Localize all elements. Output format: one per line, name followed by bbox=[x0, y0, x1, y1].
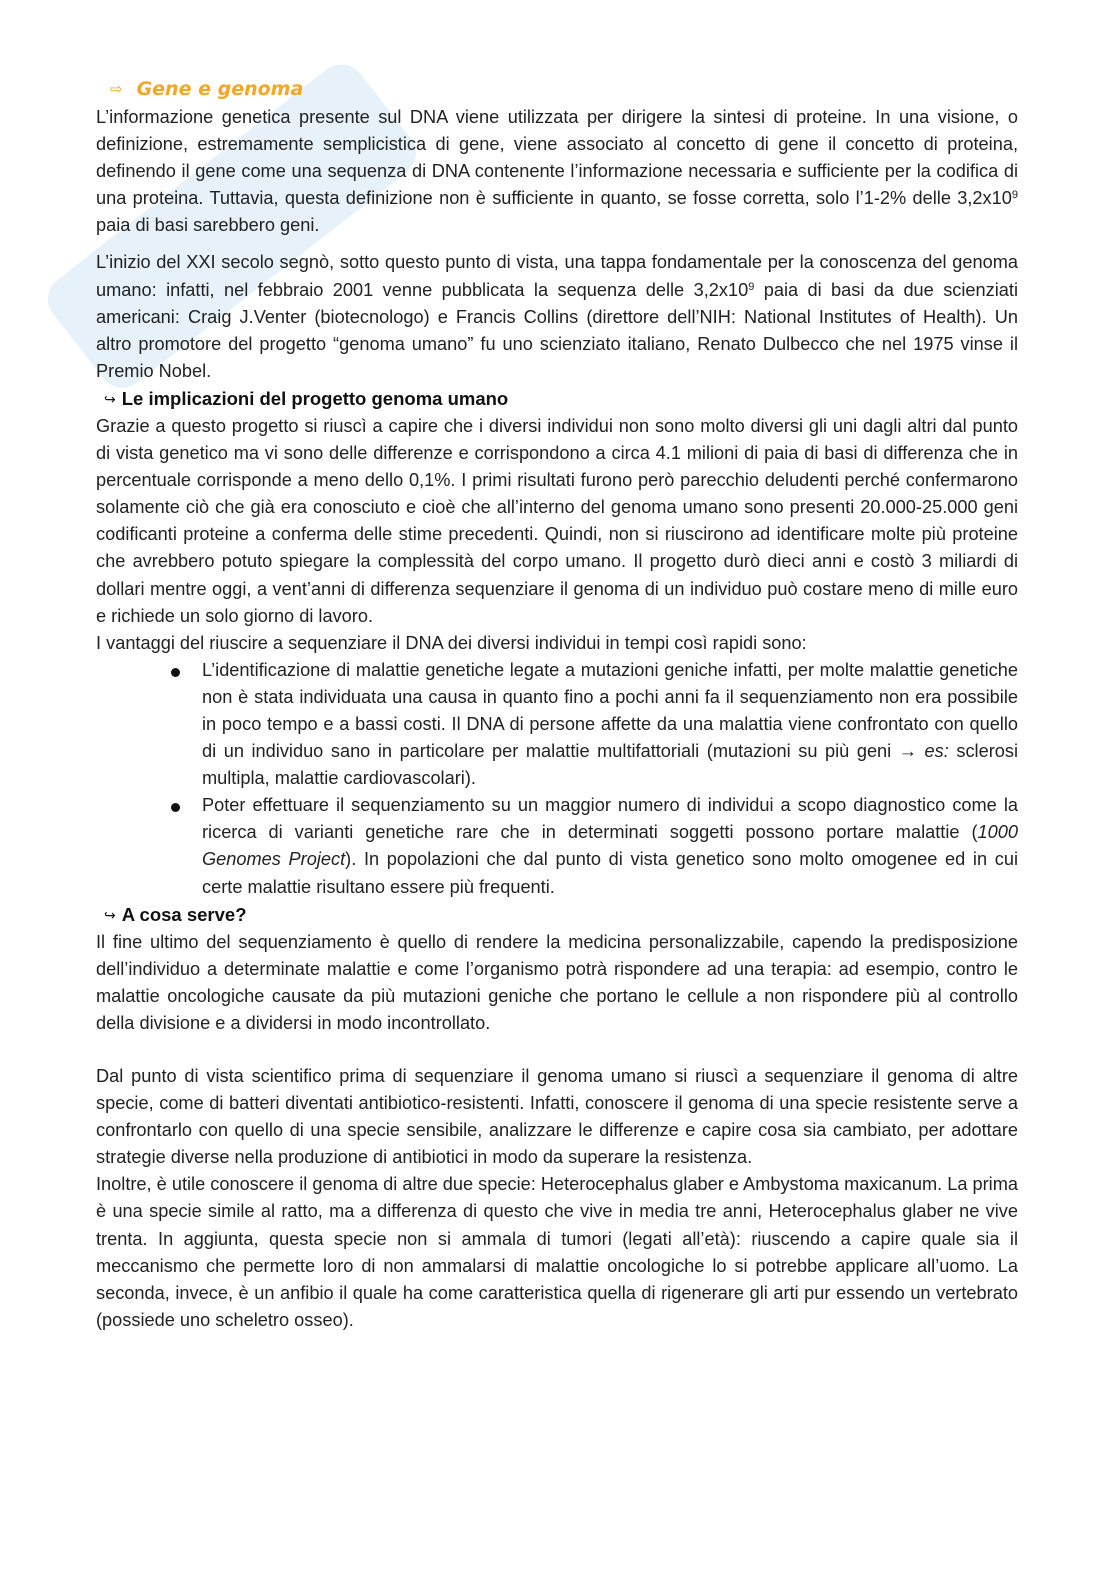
heading-text: A cosa serve? bbox=[121, 903, 247, 925]
paragraph: L’informazione genetica presente sul DNA viene utilizzata per dirigere la sintesi di proteine. In una visione, o definizione, estremamente semplicistica di gene, viene associato al concetto di gene il concetto di proteina, definendo il gene come una sequenza di DNA contenente l’informazione necessaria e sufficiente per la codifica di una proteina. Tuttavia, questa definizione non è sufficiente in quanto, se fosse corretta, solo l’1-2% delle $3,2x10^9$ paia di basi sarebbero geni. bbox=[96, 107, 1018, 236]
paragraph: L’inizio del XXI secolo segnò, sotto questo punto di vista, una tappa fondamentale per la conoscenza del genoma umano: infatti, nel febbraio 2001 venne pubblicata la sequenza delle $3,2x10^9$ paia di basi da due scienziati americani: Craig J.Venter (biotecnologo) e Francis Collins (direttore dell’NIH: National Institutes of Health). Un altro promotore del progetto “genoma umano” fu uno scienziato italiano, Renato Dulbecco che nel 1975 vinse il Premio Nobel. bbox=[96, 252, 1018, 381]
section-heading-gene-genoma bbox=[110, 74, 1018, 104]
hook-arrow-icon: ↪ bbox=[104, 906, 116, 923]
paragraph: I vantaggi del riuscire a sequenziare il DNA dei diversi individui in tempi così rapidi sono: bbox=[96, 632, 807, 653]
paragraph: Dal punto di vista scientifico prima di sequenziare il genoma umano si riuscì a sequenziare il genoma di altre specie, come di batteri diventati antibiotico-resistenti. Infatti, conoscere il genoma di una specie resistente serve a confrontarlo con quello di una specie sensibile, analizzare le differenze e capire cosa sia cambiato, per adottare strategie diverse nella produzione di antibiotici in modo da superare la resistenza. bbox=[96, 1066, 1018, 1168]
bullet-icon bbox=[171, 668, 180, 677]
arrow-icon: ⇨ bbox=[110, 80, 123, 98]
paragraph: Grazie a questo progetto si riuscì a capire che i diversi individui non sono molto diversi gli uni dagli altri dal punto di vista genetico ma vi sono delle differenze e corrispondono a circa 4.1 milioni di paia di basi di differenza che in percentuale corrisponde a meno dello 0,1%. I primi risultati furono però parecchio deludenti perché confermarono solamente ciò che già era conosciuto e cioè che all’interno del genoma umano sono presenti 20.000-25.000 geni codificanti proteine a conferma delle stime precedenti. Quindi, non si riuscirono ad identificare molte più proteine che avrebbero potuto spiegare la complessità del corpo umano. Il progetto durò dieci anni e costò 3 miliardi di dollari mentre oggi, a vent’anni di differenza sequenziare il genoma di un individuo può costare meno di mille euro e richiede un solo giorno di lavoro. bbox=[96, 415, 1018, 626]
paragraph: Inoltre, è utile conoscere il genoma di altre due specie: Heterocephalus glaber e Ambystoma maxicanum. La prima è una specie simile al ratto, ma a differenza di questo che vive in media tre anni, Heterocephalus glaber ne vive trenta. In aggiunta, questa specie non si ammala di tumori (legati all’età): riuscendo a capire quale sia il meccanismo che permette loro di non ammalarsi di malattie oncologiche lo si potrebbe applicare all’uomo. La seconda, invece, è un anfibio il quale ha come caratteristica quella di rigenerare gli arti pur essendo un vertebrato (possiede uno scheletro osseo). bbox=[96, 1174, 1018, 1330]
heading-text: Le implicazioni del progetto genoma umano bbox=[121, 387, 509, 409]
paragraph: Il fine ultimo del sequenziamento è quello di rendere la medicina personalizzabile, capendo la predisposizione dell’individuo a determinate malattie e come l’organismo potrà rispondere ad una terapia: ad esempio, contro le malattie oncologiche causate da più mutazioni geniche che portano le cellule a non rispondere più al controllo della divisione e a dividersi in modo incontrollato. bbox=[96, 931, 1018, 1033]
section-heading-implicazioni bbox=[104, 385, 1018, 413]
bullet-list bbox=[96, 657, 1018, 901]
hook-arrow-icon: ↪ bbox=[104, 390, 116, 407]
list-item: Poter effettuare il sequenziamento su un maggior numero di individui a scopo diagnostico come la ricerca di varianti genetiche rare che in determinati soggetti possono portare malattie (1000 Genomes Project). In popolazioni che dal punto di vista genetico sono molto omogenee ed in cui certe malattie risultano essere più frequenti. bbox=[96, 792, 1018, 900]
document-page bbox=[96, 74, 1018, 1334]
bullet-icon bbox=[171, 803, 180, 812]
heading-text: Gene e genoma bbox=[136, 78, 304, 100]
section-heading-a-cosa-serve bbox=[104, 901, 1018, 929]
list-item: L’identificazione di malattie genetiche legate a mutazioni geniche infatti, per molte malattie genetiche non è stata individuata una causa in quanto fino a pochi anni fa il sequenziamento non era possibile in poco tempo e a bassi costi. Il DNA di persone affette da una malattia viene confrontato con quello di un individuo sano in particolare per malattie multifattoriali (mutazioni su più geni → es: sclerosi multipla, malattie cardiovascolari). bbox=[96, 657, 1018, 792]
